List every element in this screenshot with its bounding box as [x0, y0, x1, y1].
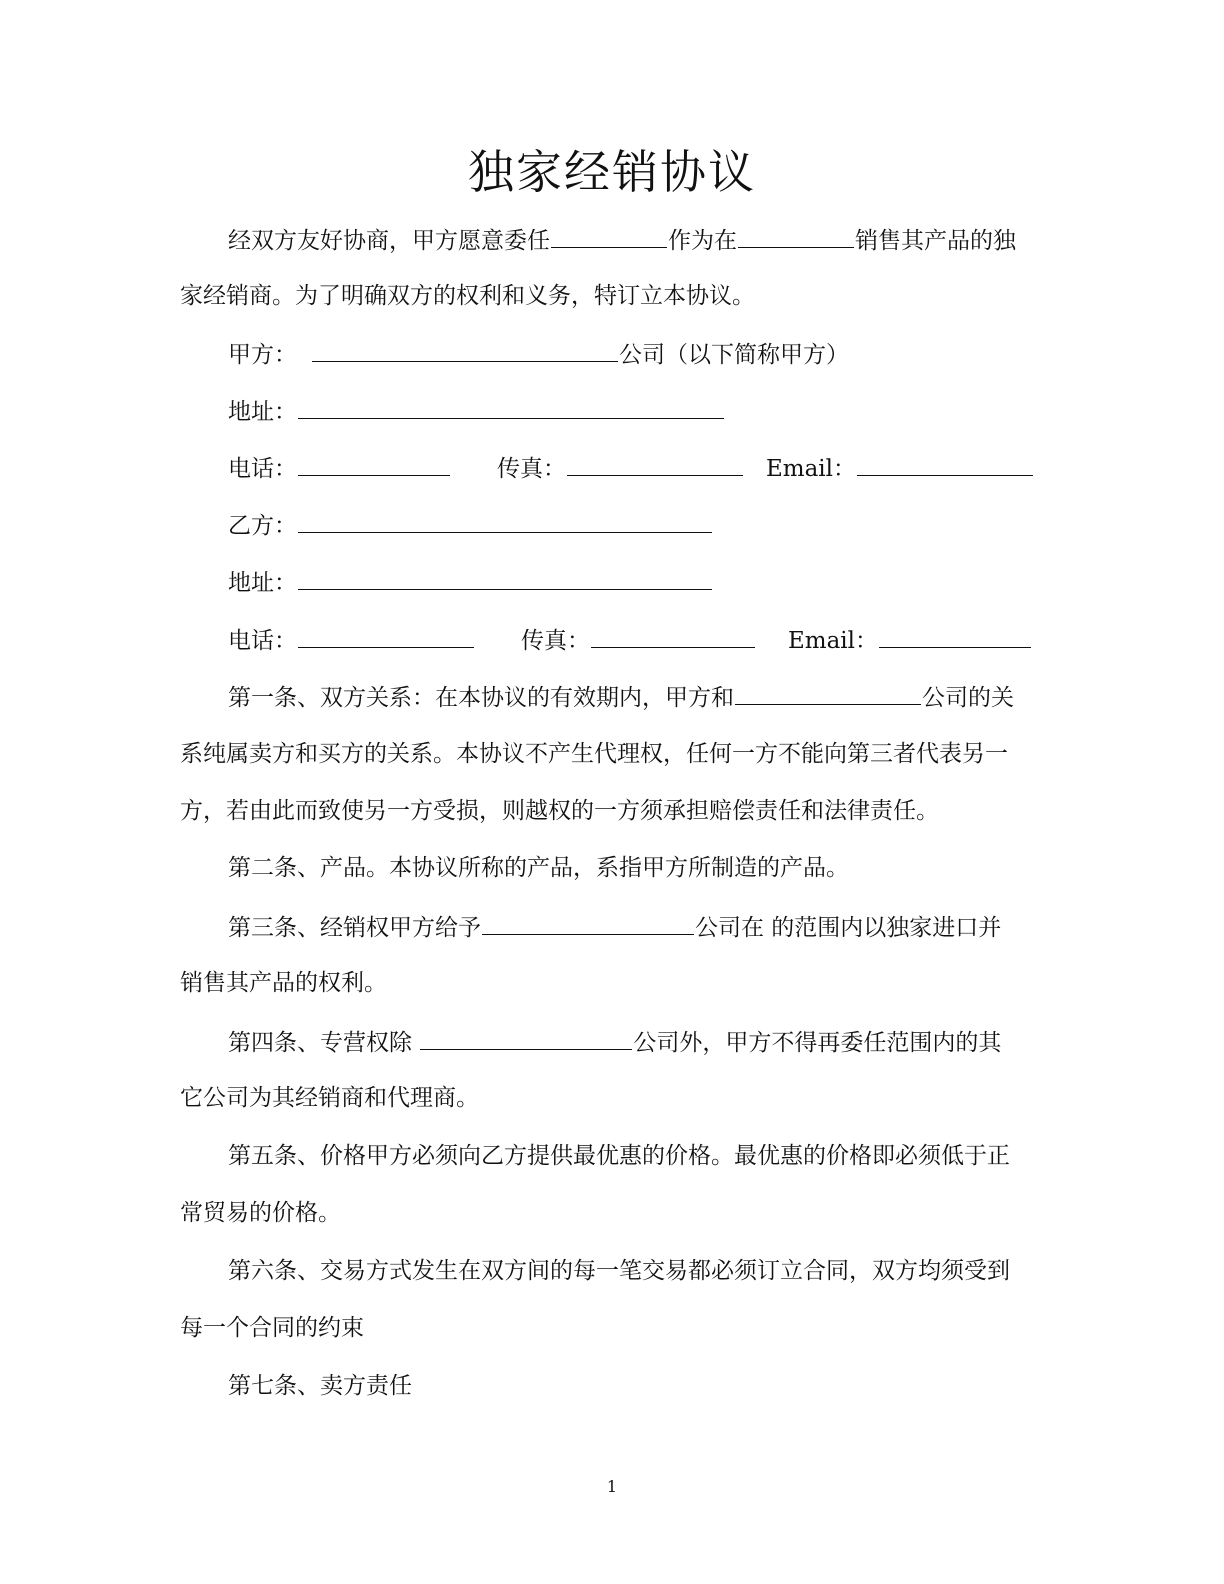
party-a-contact-line — [180, 447, 1084, 487]
party-a-email-field[interactable] — [857, 447, 1033, 476]
party-b-contact-line — [180, 619, 1084, 659]
intro-text: 作为在 — [668, 228, 737, 254]
email-label: Email： — [788, 628, 879, 654]
article-1-line-1 — [180, 676, 1084, 716]
address-label: 地址： — [228, 399, 297, 425]
distributor-name-field[interactable] — [551, 219, 667, 248]
party-b-name-field[interactable] — [298, 504, 712, 533]
article-4-company-field[interactable] — [420, 1021, 632, 1050]
party-a-suffix: 公司（以下简称甲方） — [619, 342, 849, 368]
party-a-fax-field[interactable] — [567, 447, 743, 476]
article-text: 公司外，甲方不得再委任范围内的其 — [633, 1030, 1002, 1056]
party-b-line — [180, 504, 1084, 544]
intro-line-2: 家经销商。为了明确双方的权利和义务，特订立本协议。 — [180, 283, 755, 309]
article-text: 公司的关 — [922, 685, 1014, 711]
article-4-line-1 — [180, 1021, 1084, 1061]
article-3-line-2: 销售其产品的权利。 — [180, 970, 387, 996]
fax-label: 传真： — [521, 628, 590, 654]
intro-line-1 — [180, 219, 1084, 259]
email-label: Email： — [766, 456, 857, 482]
article-1-line-2: 系纯属卖方和买方的关系。本协议不产生代理权，任何一方不能向第三者代表另一 — [180, 741, 1008, 767]
party-b-label: 乙方： — [228, 513, 297, 539]
article-1-company-field[interactable] — [735, 676, 921, 705]
phone-label: 电话： — [228, 628, 297, 654]
page-number: 1 — [606, 1477, 618, 1496]
intro-text: 经双方友好协商，甲方愿意委任 — [228, 228, 550, 254]
party-b-address-line — [180, 561, 1084, 601]
party-b-address-field[interactable] — [298, 561, 712, 590]
article-5-line-2: 常贸易的价格。 — [180, 1200, 341, 1226]
article-3-line-1 — [180, 906, 1084, 946]
article-text: 第三条、经销权甲方给予 — [228, 915, 481, 941]
phone-label: 电话： — [228, 456, 297, 482]
document-title: 独家经销协议 — [468, 145, 756, 199]
territory-field[interactable] — [738, 219, 854, 248]
article-1-line-3: 方，若由此而致使另一方受损，则越权的一方须承担赔偿责任和法律责任。 — [180, 798, 939, 824]
article-7: 第七条、卖方责任 — [228, 1373, 412, 1399]
article-4-line-2: 它公司为其经销商和代理商。 — [180, 1085, 479, 1111]
article-text: 公司在 的范围内以独家进口并 — [695, 915, 1002, 941]
article-5-line-1: 第五条、价格甲方必须向乙方提供最优惠的价格。最优惠的价格即必须低于正 — [228, 1143, 1010, 1169]
article-6-line-1: 第六条、交易方式发生在双方间的每一笔交易都必须订立合同，双方均须受到 — [228, 1258, 1010, 1284]
article-text: 第四条、专营权除 — [228, 1030, 420, 1056]
address-label: 地址： — [228, 570, 297, 596]
party-b-phone-field[interactable] — [298, 619, 474, 648]
party-a-phone-field[interactable] — [298, 447, 450, 476]
article-6-line-2: 每一个合同的约束 — [180, 1315, 364, 1341]
party-a-label: 甲方： — [228, 342, 297, 368]
party-b-fax-field[interactable] — [591, 619, 755, 648]
party-a-name-field[interactable] — [312, 333, 618, 362]
fax-label: 传真： — [497, 456, 566, 482]
party-a-address-line — [180, 390, 1084, 430]
intro-text: 销售其产品的独 — [855, 228, 1016, 254]
article-text: 第一条、双方关系：在本协议的有效期内，甲方和 — [228, 685, 734, 711]
article-3-company-field[interactable] — [482, 906, 694, 935]
party-b-email-field[interactable] — [879, 619, 1031, 648]
party-a-address-field[interactable] — [298, 390, 724, 419]
party-a-line — [180, 333, 1084, 373]
article-2: 第二条、产品。本协议所称的产品，系指甲方所制造的产品。 — [228, 855, 849, 881]
